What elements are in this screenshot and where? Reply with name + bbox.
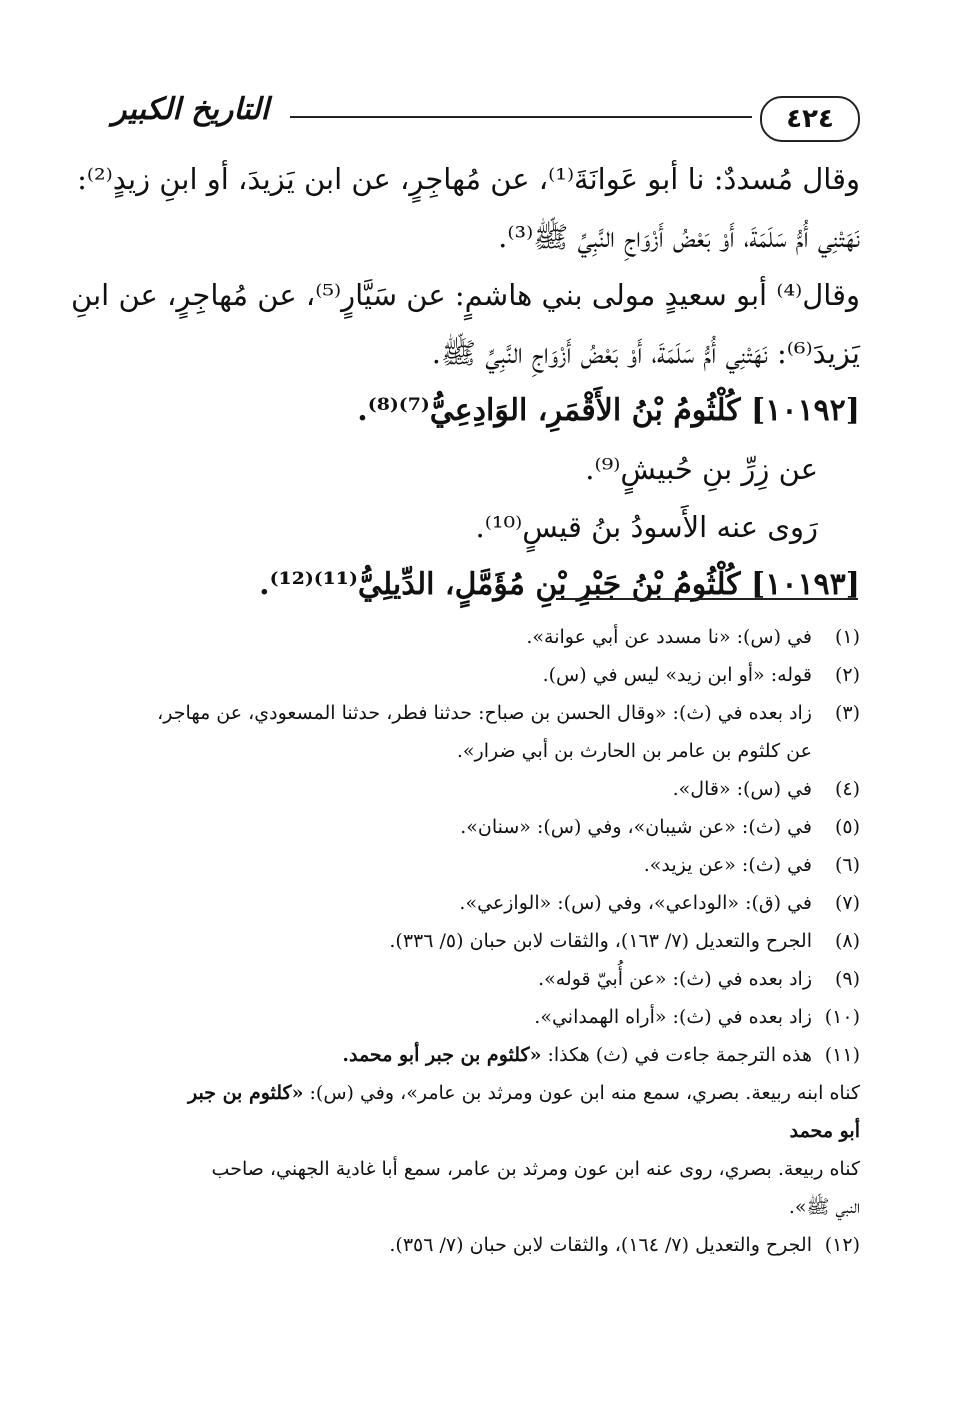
footnote-1: [110, 618, 860, 656]
footnote-text: في (س): «نا مسدد عن أبي عوانة».: [526, 626, 812, 648]
footnote-number: (٤): [834, 778, 860, 800]
text-line-4: يَزيدَ⁽⁶⁾: نَهَتْنِي أُمُّ سَلَمَةَ، أَوْ بَعْضُ أَزْوَاجِ النَّبِيِّ ﷺ.: [431, 336, 860, 370]
footnote-9: [110, 960, 860, 998]
book-title: التاريخ الكبير: [112, 92, 270, 127]
footnote-12: [110, 1226, 860, 1264]
header-rule: [290, 116, 752, 118]
footnote-3: [110, 694, 860, 770]
entry-10193: [١٠١٩٣] كُلْثُومُ بْنُ جَبْرِ بْنِ مُؤَمَّلٍ، الدِّيلِيُّ⁽¹¹⁾⁽¹²⁾.: [259, 567, 860, 602]
footnote-text: في (ق): «الوداعي»، وفي (س): «الوازعي».: [459, 892, 812, 914]
footnote-text: زاد بعده في (ث): «أراه الهمداني».: [534, 1006, 812, 1028]
footnote-number: (١١): [824, 1044, 860, 1066]
footnote-4: [110, 770, 860, 808]
page-number-badge: [760, 96, 860, 142]
entry-10192: [١٠١٩٢] كُلْثُومُ بْنُ الأَقْمَرِ، الوَادِعِيُّ⁽⁷⁾⁽⁸⁾.: [357, 393, 860, 428]
footnote-text: في (ث): «عن يزيد».: [643, 854, 812, 876]
footnote-bold: «كلثوم بن جبر: [188, 1082, 304, 1104]
footnote-text: الجرح والتعديل (٧/ ١٦٣)، والثقات لابن حبان (٥/ ٣٣٦).: [389, 930, 812, 952]
footnote-text: قوله: «أو ابن زيد» ليس في (س).: [542, 664, 812, 686]
footnote-number: (١٠): [824, 1006, 860, 1028]
footnote-10: [110, 998, 860, 1036]
footnote-11-para-2: [110, 1150, 860, 1226]
page-number: ٤٢٤: [786, 104, 834, 134]
footnote-text: زاد بعده في (ث): «وقال الحسن بن صباح: حدثنا فطر، حدثنا المسعودي، عن مهاجر،: [157, 702, 812, 724]
footnote-11: [110, 1036, 860, 1074]
footnote-text: هذه الترجمة جاءت في (ث) هكذا:: [541, 1044, 812, 1066]
footnote-11-para-1: [110, 1074, 860, 1150]
footnote-bold: أبو محمد: [789, 1120, 860, 1142]
footnote-text: الجرح والتعديل (٧/ ١٦٤)، والثقات لابن حبان (٧/ ٣٥٦).: [389, 1234, 812, 1256]
footnote-number: (٢): [834, 664, 860, 686]
footnote-number: (٦): [834, 854, 860, 876]
footnote-number: (١٢): [824, 1234, 860, 1256]
footnote-number: (٨): [834, 930, 860, 952]
text-line-6: عن زِرِّ بنِ حُبيشٍ⁽⁹⁾.: [585, 452, 818, 486]
text-line-7: رَوى عنه الأَسودُ بنُ قيسٍ⁽¹⁰⁾.: [475, 510, 818, 544]
footnote-text: كناه ربيعة. بصري، روى عنه ابن عون ومرثد بن عامر، سمع أبا غادية الجهني، صاحب: [211, 1158, 860, 1180]
footnote-2: [110, 656, 860, 694]
footnote-number: (١): [834, 626, 860, 648]
text-line-3: وقال⁽⁴⁾ أبو سعيدٍ مولى بني هاشمٍ: عن سَيَّارٍ⁽⁵⁾، عن مُهاجِرٍ، عن ابنِ: [71, 278, 860, 312]
footnote-number: (٧): [834, 892, 860, 914]
page-header: [112, 88, 860, 146]
footnote-bold: «كلثوم بن جبر أبو محمد.: [342, 1044, 542, 1066]
footnote-text: زاد بعده في (ث): «عن أُبيّ قوله».: [538, 968, 812, 990]
footnote-6: [110, 846, 860, 884]
footnote-7: [110, 884, 860, 922]
text-line-1: وقال مُسددٌ: نا أبو عَوانَةَ⁽¹⁾، عن مُهاجِرٍ، عن ابن يَزيدَ، أو ابنِ زيدٍ⁽²⁾:: [77, 162, 860, 196]
footnote-number: (٥): [834, 816, 860, 838]
footnote-text-cont: عن كلثوم بن عامر بن الحارث بن أبي ضرار».: [456, 740, 812, 762]
footnote-text: في (س): «قال».: [672, 778, 812, 800]
footnote-number: (٣): [834, 702, 860, 724]
main-text: [71, 150, 860, 614]
footnote-5: [110, 808, 860, 846]
footnote-8: [110, 922, 860, 960]
text-line-2: نَهَتْنِي أُمُّ سَلَمَةَ، أَوْ بَعْضُ أَزْوَاجِ النَّبِيِّ ﷺ⁽³⁾.: [498, 220, 860, 254]
footnotes: [110, 618, 860, 1264]
footnote-text: النبي ﷺ».: [788, 1196, 860, 1218]
footnote-number: (٩): [834, 968, 860, 990]
footnote-separator: [556, 598, 858, 600]
footnote-text: في (ث): «عن شيبان»، وفي (س): «سنان».: [460, 816, 812, 838]
footnote-text: كناه ابنه ربيعة. بصري، سمع منه ابن عون ومرثد بن عامر»، وفي (س):: [303, 1082, 860, 1104]
